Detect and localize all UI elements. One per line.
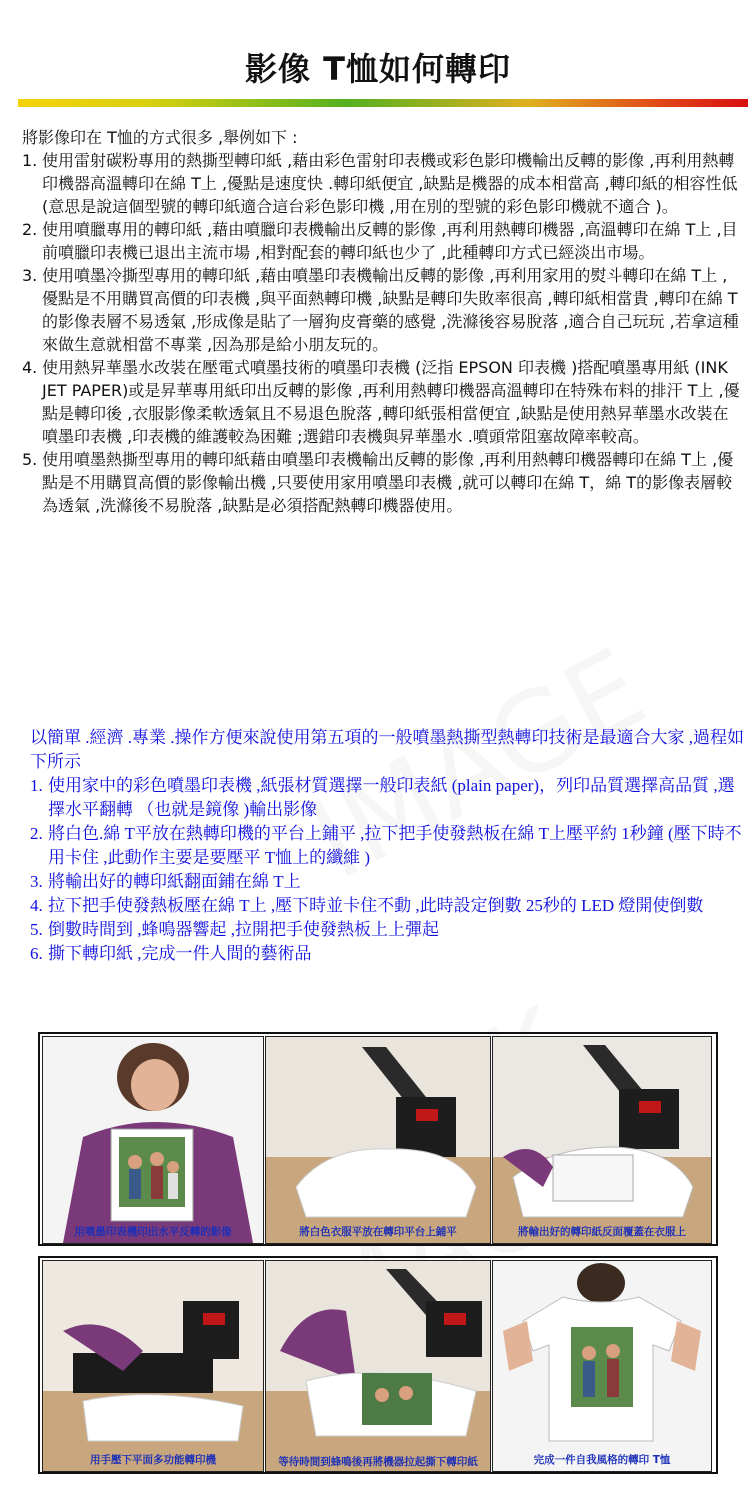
photo-caption: 完成一件自我風格的轉印 T恤 (533, 1454, 671, 1466)
page-title: 影像 T恤如何轉印 (245, 50, 511, 88)
process-intro: 以簡單 .經濟 .專業 .操作方便來說使用第五項的一般噴墨熱撕型熱轉印技術是最適合大家 ,過程如下所示 (30, 728, 744, 771)
method-item: 1. 使用雷射碳粉專用的熱撕型轉印紙 ,藉由彩色雷射印表機或彩色影印機輸出反轉的影像 ,再利用熱轉印機器高溫轉印在綿 T上 ,優點是速度快 .轉印紙便宜 ,缺點是機器的成本相當高 ,轉印紙的相容性低 (意思是說這個型號的轉印紙適合這台彩色影印機 ,用在別的型號的彩色影印機就不適合 )。 (22, 151, 738, 216)
photo-caption: 等待時間到蜂鳴後再將機器拉起撕下轉印紙 (278, 1456, 478, 1468)
photo-caption: 將白色衣服平放在轉印平台上鋪平 (299, 1226, 457, 1238)
person-holding-print-illustration (43, 1037, 263, 1243)
pressing-machine-illustration (43, 1261, 263, 1471)
method-item: 3. 使用噴墨冷撕型專用的轉印紙 ,藉由噴墨印表機輸出反轉的影像 ,再利用家用的熨斗轉印在綿 T上 ,優點是不用購買高價的印表機 ,與平面熱轉印機 ,缺點是轉印失敗率很高 ,轉印紙相當貴 ,轉印在綿 T的影像表層不易透氣 ,形成像是貼了一層狗皮膏藥的感覺 ,洗滌後容易脫落 ,適合自己玩玩 ,若拿這種來做生意就相當不專業 ,因為那是給小朋友玩的。 (22, 266, 739, 354)
photo-caption: 用手壓下平面多功能轉印機 (90, 1454, 216, 1466)
process-step: 5. 倒數時間到 ,蜂鳴器響起 ,拉開把手使發熱板上上彈起 (30, 920, 439, 939)
process-step: 6. 撕下轉印紙 ,完成一件人間的藝術品 (30, 944, 312, 963)
photo-paper-on-shirt (492, 1036, 712, 1244)
finished-tshirt-illustration (493, 1261, 711, 1471)
photo-shirt-on-platen (265, 1036, 491, 1244)
rainbow-divider (18, 99, 748, 107)
transfer-paper-on-shirt-illustration (493, 1037, 711, 1243)
photo-caption: 將輸出好的轉印紙反面覆蓋在衣服上 (518, 1226, 686, 1238)
heat-press-shirt-illustration (266, 1037, 490, 1243)
process-step: 3. 將輸出好的轉印紙翻面鋪在綿 T上 (30, 872, 301, 891)
photo-print-image (42, 1036, 264, 1244)
method-item: 4. 使用熱昇華墨水改裝在壓電式噴墨技術的噴墨印表機 (泛指 EPSON 印表機 )搭配噴墨專用紙 (INK JET PAPER)或是昇華專用紙印出反轉的影像 ,再利用熱轉印機器高溫轉印在特殊布料的排汗 T上 ,優點是轉印後 ,衣服影像柔軟透氣且不易退色脫落 ,轉印紙張相當便宜 ,缺點是使用熱昇華墨水改裝在噴墨印表機 ,印表機的維護較為困難 ;選錯印表機與昇華墨水 .噴頭常阻塞故障率較高。 (22, 358, 740, 446)
method-item: 5. 使用噴墨熱撕型專用的轉印紙藉由噴墨印表機輸出反轉的影像 ,再利用熱轉印機器轉印在綿 T上 ,優點是不用購買高價的影像輸出機 ,只要使用家用噴墨印表機 ,就可以轉印在綿 T，綿 T的影像表層較為透氣 ,洗滌後不易脫落 ,缺點是必須搭配熱轉印機器使用。 (22, 450, 734, 515)
methods-section (22, 126, 742, 517)
photo-finished-shirt (492, 1260, 712, 1472)
process-step: 2. 將白色.綿 T平放在熱轉印機的平台上鋪平 ,拉下把手使發熱板在綿 T上壓平約 1秒鐘 (壓下時不用卡住 ,此動作主要是要壓平 T恤上的纖維 ) (30, 824, 742, 867)
method-item: 2. 使用噴臘專用的轉印紙 ,藉由噴臘印表機輸出反轉的影像 ,再利用熱轉印機器 ,高溫轉印在綿 T上 ,目前噴臘印表機已退出主流市場 ,相對配套的轉印紙也少了 ,此種轉印方式已經淡出市場。 (22, 220, 738, 262)
peeling-paper-illustration (266, 1261, 490, 1471)
photo-caption: 用噴墨印表機印出水平反轉的影像 (74, 1226, 232, 1238)
process-step: 1. 使用家中的彩色噴墨印表機 ,紙張材質選擇一般印表紙 (plain paper)，列印品質選擇高品質 ,選擇水平翻轉 （也就是鏡像 )輸出影像 (30, 776, 735, 819)
photo-peel-paper (265, 1260, 491, 1472)
process-step: 4. 拉下把手使發熱板壓在綿 T上 ,壓下時並卡住不動 ,此時設定倒數 25秒的 LED 燈開使倒數 (30, 896, 704, 915)
methods-intro: 將影像印在 T恤的方式很多 ,舉例如下 : (22, 128, 298, 147)
photo-press-down (42, 1260, 264, 1472)
process-section (30, 726, 745, 966)
